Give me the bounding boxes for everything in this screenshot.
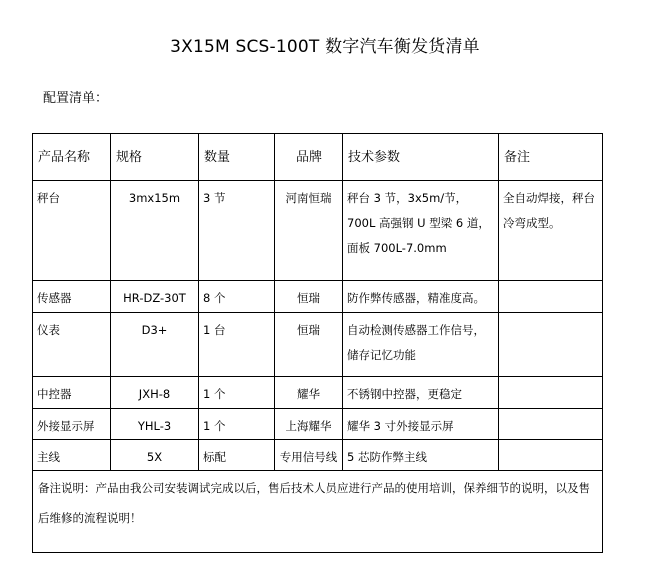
header-quantity: 数量 — [199, 134, 275, 181]
cell-brand: 专用信号线 — [275, 440, 343, 471]
remarks-row — [33, 471, 603, 553]
table-row — [33, 181, 603, 281]
cell-spec: HR-DZ-30T — [111, 281, 199, 313]
cell-note — [499, 281, 603, 313]
config-list-label: 配置清单： — [43, 91, 109, 106]
cell-brand: 恒瑞 — [275, 313, 343, 377]
table-row — [33, 281, 603, 313]
header-product-name: 产品名称 — [33, 134, 111, 181]
cell-spec: 3mx15m — [111, 181, 199, 281]
cell-note — [499, 440, 603, 471]
cell-qty: 1 个 — [199, 377, 275, 409]
cell-note: 全自动焊接，秤台冷弯成型。 — [499, 181, 603, 281]
cell-params: 耀华 3 寸外接显示屏 — [343, 409, 499, 440]
cell-spec: JXH-8 — [111, 377, 199, 409]
table-header-row — [33, 134, 603, 181]
cell-note — [499, 409, 603, 440]
cell-params: 自动检测传感器工作信号，储存记忆功能 — [343, 313, 499, 377]
header-tech-params: 技术参数 — [343, 134, 499, 181]
cell-name: 传感器 — [33, 281, 111, 313]
cell-name: 主线 — [33, 440, 111, 471]
header-spec: 规格 — [111, 134, 199, 181]
cell-note — [499, 313, 603, 377]
cell-params: 秤台 3 节，3x5m/节，700L 高强钢 U 型梁 6 道，面板 700L-7.0mm — [343, 181, 499, 281]
cell-brand: 恒瑞 — [275, 281, 343, 313]
cell-brand: 河南恒瑞 — [275, 181, 343, 281]
cell-qty: 1 台 — [199, 313, 275, 377]
cell-name: 外接显示屏 — [33, 409, 111, 440]
cell-qty: 1 个 — [199, 409, 275, 440]
cell-spec: D3+ — [111, 313, 199, 377]
document-title: 3X15M SCS-100T 数字汽车衡发货清单 — [170, 37, 480, 57]
cell-name: 仪表 — [33, 313, 111, 377]
remarks-text: 备注说明：产品由我公司安装调试完成以后，售后技术人员应进行产品的使用培训，保养细节的说明，以及售后维修的流程说明！ — [33, 471, 603, 553]
cell-name: 中控器 — [33, 377, 111, 409]
header-brand: 品牌 — [275, 134, 343, 181]
cell-brand: 上海耀华 — [275, 409, 343, 440]
cell-spec: 5X — [111, 440, 199, 471]
cell-qty: 标配 — [199, 440, 275, 471]
cell-name: 秤台 — [33, 181, 111, 281]
cell-params: 防作弊传感器，精准度高。 — [343, 281, 499, 313]
cell-qty: 3 节 — [199, 181, 275, 281]
cell-params: 5 芯防作弊主线 — [343, 440, 499, 471]
header-note: 备注 — [499, 134, 603, 181]
cell-note — [499, 377, 603, 409]
cell-brand: 耀华 — [275, 377, 343, 409]
cell-qty: 8 个 — [199, 281, 275, 313]
cell-params: 不锈钢中控器，更稳定 — [343, 377, 499, 409]
cell-spec: YHL-3 — [111, 409, 199, 440]
table-row — [33, 440, 603, 471]
table-row — [33, 377, 603, 409]
table-row — [33, 409, 603, 440]
shipping-config-table — [32, 133, 603, 553]
table-row — [33, 313, 603, 377]
